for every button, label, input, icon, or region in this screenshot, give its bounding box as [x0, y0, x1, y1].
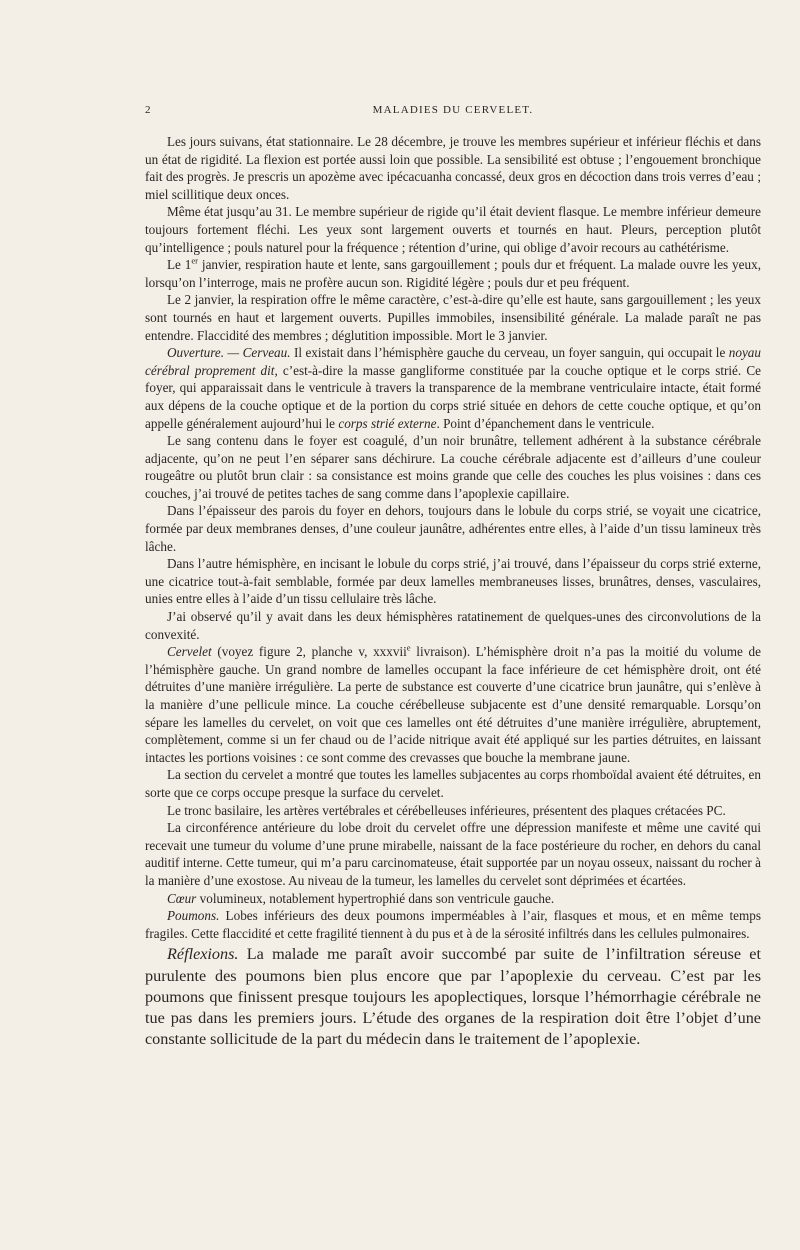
text-run: La section du cervelet a montré que toutes les lamelles subjacentes au corps rhomboïdal avaient été détruites, en sorte que ce corps occupe presque la surface du cervelet. [145, 767, 761, 800]
text-run: Même état jusqu’au 31. Le membre supérieur de rigide qu’il était devient flasque. Le membre inférieur demeure toujours fortement fléchi. Les yeux sont largement ouverts et tournés en haut. Pleurs, perception plutôt qu’intelligence ; pouls naturel pour la fréquence ; rétention d’urine, qui oblige d’avoir recours au cathétérisme. [145, 204, 761, 255]
text-run: janvier, respiration haute et lente, sans gargouillement ; pouls dur et fréquent. La malade ouvre les yeux, lorsqu’on l’interroge, mais ne profère aucun son. Rigidité légère ; pouls dur et peu fréquent. [145, 257, 761, 290]
superscript: e [406, 642, 411, 653]
text-run: La circonférence antérieure du lobe droit du cervelet offre une dépression manifeste et même une cavité qui recevait une tumeur du volume d’une prune mirabelle, naissant de la face postérieure du rocher, en dehors du canal auditif interne. Cette tumeur, qui m’a paru carcinomateuse, était supportée par un noyau osseux, naissant du rocher à la manière d’une exostose. Au niveau de la tumeur, les lamelles du cervelet sont déprimées et écartées. [145, 820, 761, 888]
text-run: Les jours suivans, état stationnaire. Le 28 décembre, je trouve les membres supérieur et inférieur fléchis et dans un état de rigidité. La flexion est portée aussi loin que possible. La sensibilité est obtuse ; l’engouement bronchique fait des progrès. Je prescris un apozème avec ipécacuanha concassé, deux gros en décoction dans trois verres d’eau ; miel scillitique deux onces. [145, 134, 761, 202]
italic-text: Réflexions. [167, 945, 239, 964]
paragraph [145, 907, 761, 942]
text-run: volumineux, notablement hypertrophié dans son ventricule gauche. [196, 890, 555, 906]
paragraph [145, 133, 761, 203]
paragraph [145, 802, 761, 820]
paragraph [145, 256, 761, 291]
paragraph [145, 944, 761, 1050]
italic-text: Cœur [167, 890, 197, 906]
text-run: Lobes inférieurs des deux poumons imperméables à l’air, flasques et mous, et en même temps fragiles. Cette flaccidité et cette fragilité tiennent à du pus et à de la sérosité infiltrés dans les cellules pulmonaires. [145, 908, 761, 941]
paragraph [145, 432, 761, 502]
text-run: Il existait dans l’hémisphère gauche du cerveau, un foyer sanguin, qui occupait le [290, 345, 729, 361]
italic-text: noyau cérébral proprement dit [145, 345, 761, 378]
text-run: (voyez figure 2, planche v, xxxvii [211, 644, 407, 660]
italic-text: Ouverture. — Cerveau. [167, 345, 291, 361]
italic-text: Poumons. [167, 908, 220, 924]
italic-text: Cervelet [167, 644, 212, 660]
paragraph [145, 502, 761, 555]
text-run: Le 1 [167, 257, 192, 273]
superscript: er [191, 255, 199, 266]
text-run: Le sang contenu dans le foyer est coagulé, d’un noir brunâtre, tellement adhérent à la substance cérébrale adjacente, qu’on ne peut l’en séparer sans déchirure. La couche cérébrale adjacente est d’ailleurs d’une couleur rougeâtre ou plutôt brun clair : sa consistance est moins grande que celle des couches les plus voisines : dans ces couches, j’ai trouvé de petites taches de sang comme dans l’apoplexie capillaire. [145, 433, 761, 501]
paragraph [145, 608, 761, 643]
italic-text: corps strié externe [338, 415, 437, 431]
running-header [145, 104, 761, 120]
text-run: Dans l’épaisseur des parois du foyer en dehors, toujours dans le lobule du corps strié, se voyait une cicatrice, formée par deux membranes denses, d’une couleur jaunâtre, adhérentes entre elles, à l’aide d’un tissu lamineux très lâche. [145, 503, 761, 554]
paragraph [145, 555, 761, 608]
running-title: MALADIES DU CERVELET. [372, 104, 534, 116]
text-run: . Point d’épanchement dans le ventricule. [436, 415, 655, 431]
text-run: La malade me paraît avoir succombé par suite de l’infiltration séreuse et purulente des poumons bien plus encore que par l’apoplexie du cerveau. C’est par les poumons que finissent presque toujours les apoplectiques, lorsque l’hémorrhagie cérébrale ne tue pas dans les premiers jours. L’étude des organes de la respiration doit être l’objet d’une constante sollicitude de la part du médecin dans le traitement de l’apoplexie. [145, 945, 761, 1049]
text-run: , c’est-à-dire la masse gangliforme constituée par la couche optique et le corps strié. Ce foyer, qui apparaissait dans le ventricule à travers la transparence de la membrane ventriculaire intacte, était formé aux dépens de la couche optique et de la portion du corps strié située en dehors de cette couche optique, et qu’on appelle généralement aujourd’hui le [145, 362, 761, 431]
page-number: 2 [145, 104, 152, 116]
paragraph [145, 890, 761, 908]
paragraph [145, 643, 761, 766]
text-run: Le tronc basilaire, les artères vertébrales et cérébelleuses inférieures, présentent des plaques crétacées PC. [167, 802, 726, 818]
paragraph [145, 203, 761, 256]
paragraph [145, 819, 761, 889]
text-run: Dans l’autre hémisphère, en incisant le lobule du corps strié, j’ai trouvé, dans l’épaisseur du corps strié externe, une cicatrice tout-à-fait semblable, formée par deux lamelles membraneuses lisses, brunâtres, denses, vasculaires, unies entre elles à l’aide d’un tissu cellulaire très lâche. [145, 556, 761, 607]
body-text [145, 133, 761, 1050]
paragraph [145, 344, 761, 432]
text-run: livraison). L’hémisphère droit n’a pas la moitié du volume de l’hémisphère gauche. Un grand nombre de lamelles occupant la face inférieure de cet hémisphère droit, ont été détruites d’une manière irrégulière. La perte de substance est couverte d’une cicatrice brun jaunâtre, qui s’enlève à la manière d’une pellicule mince. La couche cérébelleuse subjacente est d’une densité remarquable. Lorsqu’on sépare les lamelles du cervelet, on voit que ces lamelles ont été détruites d’une manière irrégulière, abruptement, complètement, comme si un fer chaud ou de l’acide nitrique avait été appliqué sur les parties détruites, en laissant intactes les portions voisines : ce sont comme des crevasses que bouche la membrane jaune. [145, 644, 762, 765]
paragraph [145, 766, 761, 801]
paragraph [145, 291, 761, 344]
text-run: J’ai observé qu’il y avait dans les deux hémisphères ratatinement de quelques-unes des circonvolutions de la convexité. [145, 609, 761, 642]
text-run: Le 2 janvier, la respiration offre le même caractère, c’est-à-dire qu’elle est haute, sans gargouillement ; les yeux sont tournés en haut et largement ouverts. Pupilles immobiles, insensibilité générale. La malade paraît ne pas entendre. Flaccidité des membres ; déglutition impossible. Mort le 3 janvier. [145, 292, 761, 343]
